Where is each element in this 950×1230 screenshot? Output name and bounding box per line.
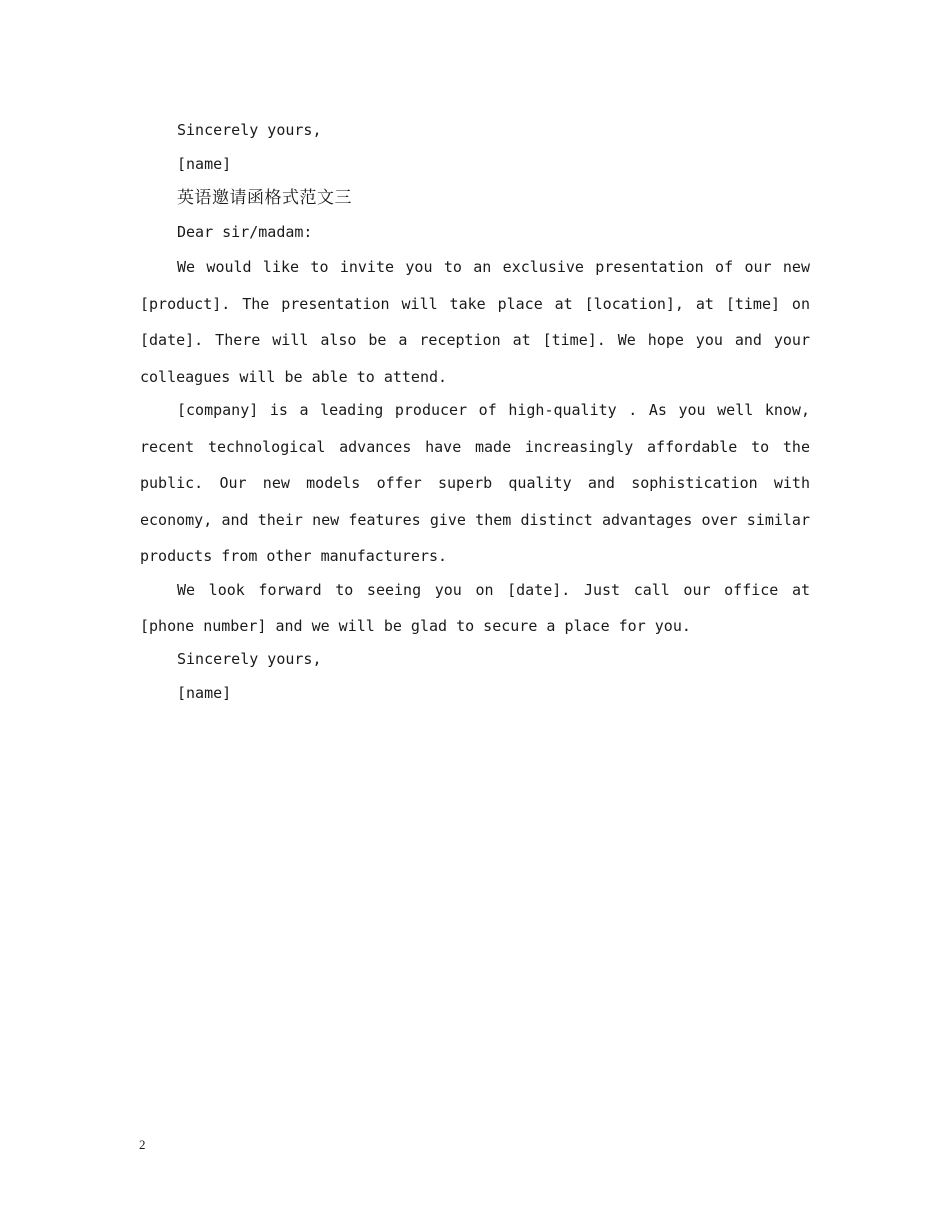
page-number: 2 [139,1137,146,1152]
salutation: Dear sir/madam: [177,223,313,241]
signature-name: [name] [177,683,232,702]
section-heading: 英语邀请函格式范文三 [177,188,352,208]
closing-line: Sincerely yours, [177,649,322,668]
document-body [140,113,810,710]
signature-name: [name] [177,155,232,173]
body-paragraph: We look forward to seeing you on [date]. Just call our office at [phone number] and we will be glad to secure a place for you. [140,580,810,635]
body-paragraph: We would like to invite you to an exclusive presentation of our new [product]. The presentation will take place at [location], at [time] on [date]. There will also be a reception at [time]. We hope you and your colleagues will be able to attend. [140,258,810,386]
body-paragraph: [company] is a leading producer of high-quality . As you well know, recent technological advances have made increasingly affordable to the public. Our new models offer superb quality and sophistication with economy, and their new features give them distinct advantages over similar products from other manufacturers. [140,401,810,565]
closing-line: Sincerely yours, [177,121,322,139]
